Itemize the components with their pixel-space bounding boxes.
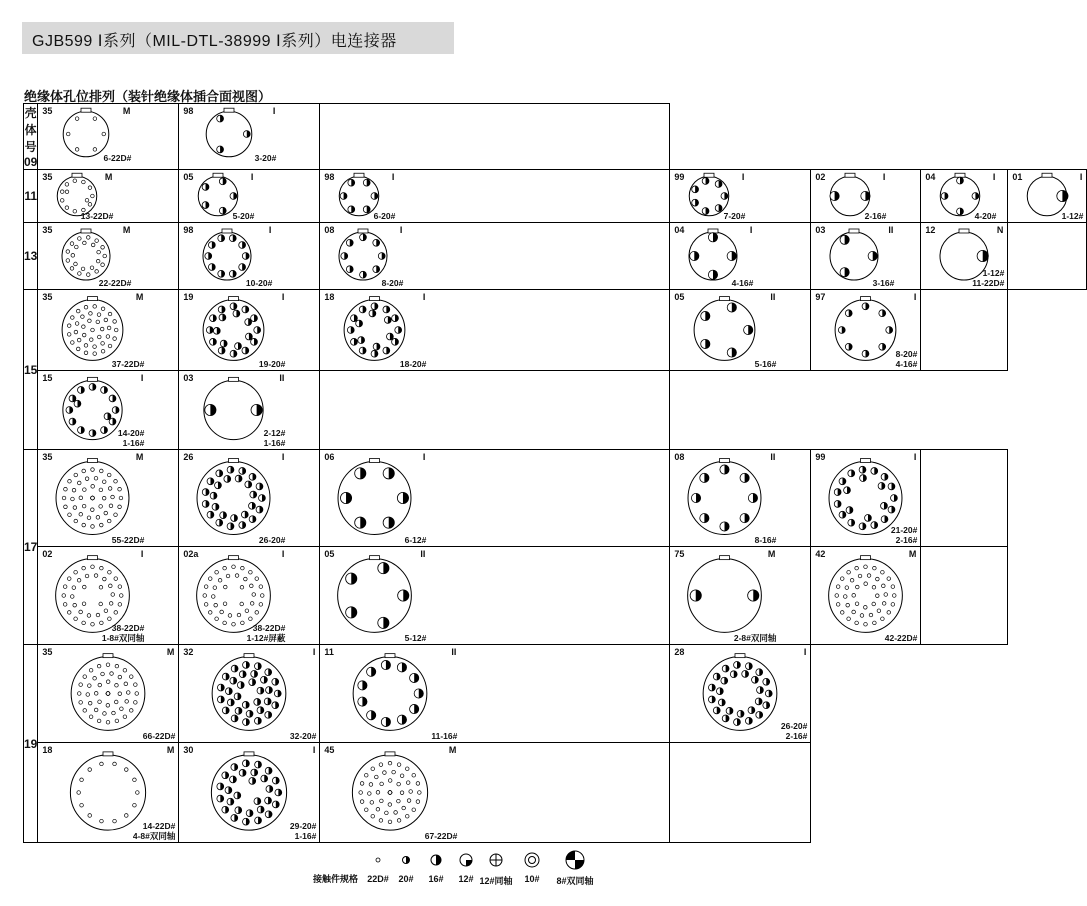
insert-arrangement-cell (38, 645, 179, 743)
contact-spec: 6-20# (373, 211, 396, 221)
contact-spec: 26-20# (258, 535, 286, 545)
legend-item-label: 22D# (367, 874, 389, 884)
legend-item-label: 20# (398, 874, 414, 884)
empty-cell (1008, 223, 1087, 290)
contact-spec: 14-20# 1-16# (117, 428, 145, 448)
insert-face-diagram (320, 645, 460, 742)
service-class: M (122, 225, 131, 235)
shell-size-header: 壳体号 (24, 106, 37, 154)
empty-cell (921, 547, 1008, 645)
insert-arrangement-cell (179, 290, 320, 371)
empty-cell (921, 290, 1008, 371)
insert-arrangement-cell (179, 645, 320, 743)
insert-face-diagram (670, 547, 779, 644)
contact-spec: 11-16# (431, 731, 458, 741)
contact-spec: 26-20# 2-16# (780, 721, 808, 741)
arrangement-code: 30 (183, 745, 194, 755)
insert-face-diagram (179, 645, 319, 742)
contact-spec: 5-16# (754, 359, 777, 369)
service-class: I (272, 106, 276, 116)
service-class: M (122, 106, 131, 116)
arrangement-code: 12 (925, 225, 936, 235)
arrangement-code: 08 (674, 452, 685, 462)
contact-spec: 66-22D# (142, 731, 176, 741)
empty-cell (921, 450, 1008, 547)
arrangement-code: 02 (42, 549, 53, 559)
contact-size-icon (512, 850, 552, 870)
arrangement-code: 05 (674, 292, 685, 302)
contact-spec: 37-22D# (111, 359, 145, 369)
contact-spec: 3-20# (254, 153, 277, 163)
shell-size: 13 (24, 249, 38, 263)
insert-arrangement-cell (38, 170, 179, 223)
arrangement-code: 05 (183, 172, 194, 182)
service-class: I (312, 647, 316, 657)
insert-arrangement-cell (670, 645, 811, 743)
service-class: I (1079, 172, 1083, 182)
contact-spec: 6-12# (404, 535, 427, 545)
legend-item (476, 850, 516, 887)
arrangement-code: 08 (324, 225, 335, 235)
contact-spec: 5-20# (232, 211, 255, 221)
insert-arrangement-cell (38, 450, 179, 547)
service-class: I (422, 292, 426, 302)
contact-spec: 3-16# (872, 278, 895, 288)
empty-cell (670, 743, 811, 843)
arrangement-code: 26 (183, 452, 194, 462)
insert-arrangement-cell (179, 223, 320, 290)
arrangement-code: 01 (1012, 172, 1023, 182)
shell-size: 11 (24, 189, 38, 203)
contact-spec: 8-16# (754, 535, 777, 545)
insert-arrangement-cell (811, 450, 921, 547)
legend-label: 接触件规格 (313, 874, 359, 884)
insert-face-diagram (670, 450, 779, 546)
contact-spec: 2-12# 1-16# (263, 428, 286, 448)
contact-spec: 8-20# (381, 278, 404, 288)
insert-arrangement-cell (38, 371, 179, 450)
service-class: II (770, 292, 776, 302)
arrangement-code: 28 (674, 647, 685, 657)
legend-item (512, 850, 552, 884)
arrangement-code: 18 (42, 745, 53, 755)
insert-arrangement-cell (320, 223, 670, 290)
shell-size-cell (24, 450, 38, 645)
insert-face-diagram (38, 645, 178, 742)
contact-spec: 6-22D# (103, 153, 132, 163)
service-class: M (104, 172, 113, 182)
arrangement-code: 98 (324, 172, 335, 182)
insert-arrangement-cell (179, 450, 320, 547)
insert-arrangement-cell (320, 743, 670, 843)
service-class: I (281, 549, 285, 559)
arrangement-code: 15 (42, 373, 53, 383)
service-class: I (140, 373, 144, 383)
title-band (22, 22, 454, 54)
arrangement-code: 98 (183, 225, 194, 235)
service-class: II (888, 225, 894, 235)
service-class: II (279, 373, 285, 383)
page-title: GJB599 Ⅰ系列（MIL-DTL-38999 Ⅰ系列）电连接器 (32, 33, 397, 50)
contact-spec: 21-20# 2-16# (890, 525, 918, 545)
arrangement-code: 35 (42, 225, 53, 235)
service-class: N (996, 225, 1004, 235)
insert-arrangement-cell (670, 223, 811, 290)
service-class: I (913, 452, 917, 462)
insert-face-diagram (320, 743, 460, 842)
shell-size: 09 (24, 155, 38, 169)
insert-arrangement-cell (38, 547, 179, 645)
service-class: M (448, 745, 457, 755)
insert-face-diagram (179, 450, 288, 546)
insert-arrangement-cell (179, 170, 320, 223)
arrangement-code: 35 (42, 292, 53, 302)
service-class: II (451, 647, 457, 657)
contact-spec: 19-20# (258, 359, 286, 369)
service-class: I (882, 172, 886, 182)
insert-arrangement-cell (670, 290, 811, 371)
contact-spec: 29-20# 1-16# (289, 821, 317, 841)
arrangement-code: 11 (324, 647, 334, 657)
service-class: I (741, 172, 745, 182)
insert-arrangement-cell (811, 290, 921, 371)
contact-spec: 14-22D# 4-8#双同轴 (132, 821, 176, 841)
contact-spec: 4-20# (974, 211, 997, 221)
insert-face-diagram (38, 290, 147, 370)
contact-spec: 55-22D# (111, 535, 145, 545)
insert-arrangement-cell (179, 547, 320, 645)
arrangement-code: 32 (183, 647, 194, 657)
insert-arrangement-cell (320, 170, 670, 223)
shell-size: 19 (24, 736, 38, 751)
shell-size-cell (24, 170, 38, 223)
insert-arrangement-cell (1008, 170, 1087, 223)
arrangement-code: 98 (183, 106, 194, 116)
service-class: I (422, 452, 426, 462)
service-class: I (281, 292, 285, 302)
insert-arrangement-cell (179, 743, 320, 843)
arrangement-code: 06 (324, 452, 335, 462)
arrangement-code: 99 (674, 172, 685, 182)
service-class: M (166, 647, 175, 657)
insert-arrangement-cell (179, 104, 320, 170)
insert-arrangement-cell (811, 547, 921, 645)
service-class: I (391, 172, 395, 182)
empty-cell (320, 371, 670, 450)
section-subtitle: 绝缘体孔位排列（装针绝缘体插合面视图） (24, 89, 272, 104)
service-class: I (803, 647, 807, 657)
contact-spec: 38-22D# 1-8#双同轴 (101, 623, 145, 643)
arrangement-code: 35 (42, 647, 53, 657)
service-class: II (770, 452, 776, 462)
arrangement-code: 97 (815, 292, 826, 302)
contact-size-icon (555, 850, 595, 870)
service-class: I (140, 549, 144, 559)
insert-arrangement-cell (320, 547, 670, 645)
contact-spec: 5-12# (404, 633, 427, 643)
contact-spec: 18-20# (399, 359, 427, 369)
shell-size: 15 (24, 362, 38, 377)
insert-face-diagram (38, 450, 147, 546)
arrangement-code: 02a (183, 549, 199, 559)
arrangement-code: 05 (324, 549, 335, 559)
shell-size-cell (24, 645, 38, 843)
insert-face-diagram (179, 290, 288, 370)
arrangement-code: 03 (183, 373, 194, 383)
arrangement-code: 75 (674, 549, 685, 559)
insert-arrangement-cell (811, 223, 921, 290)
shell-size-cell (24, 104, 38, 170)
insert-arrangement-cell (921, 223, 1008, 290)
legend-item-label: 12# (458, 874, 474, 884)
insert-arrangement-cell (921, 170, 1008, 223)
contact-spec: 67-22D# (424, 831, 458, 841)
contact-spec: 7-20# (723, 211, 746, 221)
empty-cell (320, 104, 670, 170)
service-class: M (135, 452, 144, 462)
arrangement-code: 02 (815, 172, 826, 182)
contact-spec: 22-22D# (98, 278, 132, 288)
shell-size: 17 (24, 540, 38, 554)
insert-arrangement-cell (670, 450, 811, 547)
service-class: I (913, 292, 917, 302)
contact-spec: 8-20# 4-16# (895, 349, 918, 369)
insert-face-diagram (320, 290, 429, 370)
service-class: I (749, 225, 753, 235)
contact-spec: 2-16# (864, 211, 887, 221)
legend-item-label: 10# (524, 874, 540, 884)
contact-spec: 13-22D# (80, 211, 114, 221)
legend-item-label: 16# (428, 874, 444, 884)
service-class: M (166, 745, 175, 755)
insert-arrangement-cell (320, 645, 670, 743)
contact-spec: 4-16# (731, 278, 754, 288)
arrangement-code: 35 (42, 172, 53, 182)
contact-spec: 42-22D# (884, 633, 918, 643)
shell-size-cell (24, 290, 38, 450)
contact-spec: 1-12# 11-22D# (972, 268, 1005, 288)
insert-arrangement-cell (320, 450, 670, 547)
arrangement-code: 18 (324, 292, 335, 302)
service-class: M (135, 292, 144, 302)
arrangement-code: 03 (815, 225, 826, 235)
arrangement-code: 35 (42, 452, 53, 462)
contact-spec: 2-8#双同轴 (733, 633, 777, 643)
insert-arrangement-cell (38, 743, 179, 843)
service-class: I (250, 172, 254, 182)
insert-arrangement-cell (320, 290, 670, 371)
contact-spec: 1-12# (1061, 211, 1084, 221)
service-class: M (767, 549, 776, 559)
service-class: I (992, 172, 996, 182)
insert-arrangement-cell (811, 170, 921, 223)
contact-size-icon (476, 850, 516, 870)
contact-spec: 38-22D# 1-12#屏蔽 (246, 623, 286, 643)
insert-face-diagram (320, 450, 429, 546)
legend-item-label: 8#双同轴 (556, 876, 594, 886)
service-class: II (420, 549, 426, 559)
arrangement-code: 99 (815, 452, 826, 462)
arrangement-code: 19 (183, 292, 194, 302)
insert-arrangement-cell (38, 104, 179, 170)
insert-face-diagram (811, 547, 920, 644)
arrangement-code: 35 (42, 106, 53, 116)
insert-arrangement-cell (38, 290, 179, 371)
service-class: I (268, 225, 272, 235)
shell-size-cell (24, 223, 38, 290)
service-class: I (281, 452, 285, 462)
arrangement-code: 04 (674, 225, 685, 235)
insert-arrangement-cell (670, 170, 811, 223)
insert-face-diagram (670, 290, 779, 370)
legend-item (555, 850, 595, 887)
insert-arrangement-cell (670, 547, 811, 645)
insert-arrangement-cell (179, 371, 320, 450)
legend-item-label: 12#同轴 (479, 876, 513, 886)
contact-spec: 32-20# (289, 731, 317, 741)
arrangement-code: 45 (324, 745, 335, 755)
insert-arrangement-table (23, 103, 1087, 843)
arrangement-code: 42 (815, 549, 826, 559)
service-class: I (399, 225, 403, 235)
arrangement-code: 04 (925, 172, 936, 182)
insert-arrangement-cell (38, 223, 179, 290)
insert-face-diagram (320, 547, 429, 644)
contact-spec: 10-20# (245, 278, 273, 288)
service-class: M (908, 549, 917, 559)
service-class: I (312, 745, 316, 755)
